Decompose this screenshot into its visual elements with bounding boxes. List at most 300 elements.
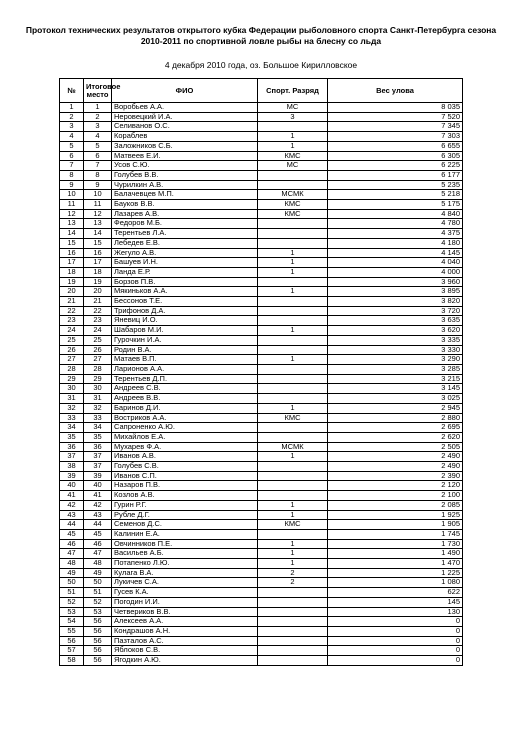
cell-catch-weight: 2 880 [328, 413, 463, 423]
cell-sport-rank [258, 394, 328, 404]
cell-final-place: 11 [84, 200, 112, 210]
cell-catch-weight: 4 000 [328, 267, 463, 277]
cell-catch-weight: 3 145 [328, 384, 463, 394]
cell-catch-weight: 1 470 [328, 559, 463, 569]
cell-number: 40 [60, 481, 84, 491]
cell-number: 25 [60, 335, 84, 345]
cell-number: 14 [60, 229, 84, 239]
cell-sport-rank: КМС [258, 413, 328, 423]
table-row [60, 626, 463, 636]
cell-final-place: 56 [84, 617, 112, 627]
table-row [60, 103, 463, 113]
cell-sport-rank: 2 [258, 568, 328, 578]
cell-number: 21 [60, 297, 84, 307]
table-row [60, 491, 463, 501]
cell-name: Терентьев Д.П. [112, 374, 258, 384]
cell-catch-weight: 1 730 [328, 539, 463, 549]
cell-final-place: 50 [84, 578, 112, 588]
cell-sport-rank: МС [258, 161, 328, 171]
cell-final-place: 56 [84, 636, 112, 646]
cell-final-place: 21 [84, 297, 112, 307]
cell-name: Кулага В.А. [112, 568, 258, 578]
cell-name: Ларионов А.А. [112, 364, 258, 374]
cell-catch-weight: 2 120 [328, 481, 463, 491]
table-row [60, 238, 463, 248]
cell-name: Борзов П.В. [112, 277, 258, 287]
cell-number: 22 [60, 306, 84, 316]
cell-number: 57 [60, 646, 84, 656]
table-row [60, 617, 463, 627]
cell-sport-rank: КМС [258, 200, 328, 210]
header-final-place: Итоговое место [84, 79, 112, 103]
cell-final-place: 30 [84, 384, 112, 394]
cell-catch-weight: 3 960 [328, 277, 463, 287]
cell-number: 29 [60, 374, 84, 384]
table-row [60, 326, 463, 336]
cell-final-place: 52 [84, 597, 112, 607]
cell-catch-weight: 1 745 [328, 529, 463, 539]
header-sport-rank: Спорт. Разряд [258, 79, 328, 103]
cell-catch-weight: 4 180 [328, 238, 463, 248]
cell-final-place: 16 [84, 248, 112, 258]
table-row [60, 432, 463, 442]
cell-name: Семенов Д.С. [112, 520, 258, 530]
cell-name: Четвериков В.В. [112, 607, 258, 617]
cell-name: Потапенко Л.Ю. [112, 559, 258, 569]
cell-catch-weight: 0 [328, 636, 463, 646]
cell-catch-weight: 3 025 [328, 394, 463, 404]
cell-final-place: 32 [84, 403, 112, 413]
cell-final-place: 3 [84, 122, 112, 132]
cell-catch-weight: 1 925 [328, 510, 463, 520]
cell-final-place: 48 [84, 559, 112, 569]
cell-number: 19 [60, 277, 84, 287]
cell-sport-rank [258, 219, 328, 229]
cell-number: 39 [60, 471, 84, 481]
cell-final-place: 9 [84, 180, 112, 190]
cell-final-place: 47 [84, 549, 112, 559]
cell-number: 16 [60, 248, 84, 258]
cell-sport-rank: КМС [258, 209, 328, 219]
cell-sport-rank: 1 [258, 452, 328, 462]
cell-name: Яблоков С.В. [112, 646, 258, 656]
cell-catch-weight: 145 [328, 597, 463, 607]
cell-number: 2 [60, 112, 84, 122]
table-row [60, 200, 463, 210]
cell-number: 10 [60, 190, 84, 200]
cell-name: Трифонов Д.А. [112, 306, 258, 316]
cell-name: Матаев В.П. [112, 355, 258, 365]
cell-sport-rank [258, 364, 328, 374]
cell-sport-rank: КМС [258, 151, 328, 161]
cell-catch-weight: 4 840 [328, 209, 463, 219]
table-row [60, 170, 463, 180]
cell-sport-rank: 1 [258, 500, 328, 510]
cell-final-place: 51 [84, 588, 112, 598]
table-row [60, 364, 463, 374]
cell-number: 30 [60, 384, 84, 394]
cell-name: Неровецкий И.А. [112, 112, 258, 122]
table-row [60, 267, 463, 277]
cell-final-place: 56 [84, 626, 112, 636]
cell-number: 47 [60, 549, 84, 559]
cell-sport-rank [258, 462, 328, 472]
cell-number: 4 [60, 132, 84, 142]
table-row [60, 297, 463, 307]
cell-final-place: 27 [84, 355, 112, 365]
table-row [60, 229, 463, 239]
cell-catch-weight: 8 035 [328, 103, 463, 113]
cell-final-place: 31 [84, 394, 112, 404]
cell-number: 54 [60, 617, 84, 627]
cell-catch-weight: 2 620 [328, 432, 463, 442]
cell-name: Матвеев Е.И. [112, 151, 258, 161]
cell-sport-rank: 1 [258, 248, 328, 258]
cell-sport-rank [258, 423, 328, 433]
cell-catch-weight: 3 285 [328, 364, 463, 374]
cell-sport-rank [258, 432, 328, 442]
cell-number: 34 [60, 423, 84, 433]
cell-number: 13 [60, 219, 84, 229]
cell-sport-rank [258, 491, 328, 501]
cell-number: 58 [60, 656, 84, 666]
table-row [60, 588, 463, 598]
cell-number: 33 [60, 413, 84, 423]
cell-sport-rank: 2 [258, 578, 328, 588]
cell-catch-weight: 6 305 [328, 151, 463, 161]
cell-number: 52 [60, 597, 84, 607]
cell-final-place: 35 [84, 432, 112, 442]
cell-final-place: 6 [84, 151, 112, 161]
cell-number: 24 [60, 326, 84, 336]
cell-final-place: 44 [84, 520, 112, 530]
cell-final-place: 7 [84, 161, 112, 171]
table-row [60, 462, 463, 472]
cell-number: 6 [60, 151, 84, 161]
document-subtitle: 4 декабря 2010 года, оз. Большое Кирилловское [164, 60, 358, 70]
cell-sport-rank: МС [258, 103, 328, 113]
cell-sport-rank: 1 [258, 510, 328, 520]
cell-sport-rank: 3 [258, 112, 328, 122]
cell-final-place: 14 [84, 229, 112, 239]
cell-final-place: 37 [84, 452, 112, 462]
cell-catch-weight: 3 720 [328, 306, 463, 316]
table-row [60, 520, 463, 530]
cell-final-place: 56 [84, 656, 112, 666]
cell-sport-rank [258, 646, 328, 656]
cell-number: 15 [60, 238, 84, 248]
cell-number: 9 [60, 180, 84, 190]
cell-final-place: 18 [84, 267, 112, 277]
cell-number: 28 [60, 364, 84, 374]
cell-name: Гусев К.А. [112, 588, 258, 598]
document-title: Протокол технических результатов открытого кубка Федерации рыболовного спорта Санкт-Петербурга сезона 2010-2011 по спортивной ловле рыбы на блесну со льда [25, 25, 497, 46]
cell-number: 49 [60, 568, 84, 578]
cell-name: Башуев И.Н. [112, 258, 258, 268]
cell-final-place: 20 [84, 287, 112, 297]
cell-catch-weight: 2 100 [328, 491, 463, 501]
cell-name: Васильев А.Б. [112, 549, 258, 559]
table-row [60, 597, 463, 607]
cell-name: Погодин И.И. [112, 597, 258, 607]
cell-number: 17 [60, 258, 84, 268]
cell-name: Яневиц И.О. [112, 316, 258, 326]
cell-catch-weight: 2 490 [328, 462, 463, 472]
cell-number: 56 [60, 636, 84, 646]
cell-number: 50 [60, 578, 84, 588]
cell-catch-weight: 1 490 [328, 549, 463, 559]
cell-final-place: 36 [84, 442, 112, 452]
table-row [60, 161, 463, 171]
table-row [60, 335, 463, 345]
cell-number: 11 [60, 200, 84, 210]
cell-catch-weight: 3 820 [328, 297, 463, 307]
cell-sport-rank: 1 [258, 403, 328, 413]
cell-name: Востриков А.А. [112, 413, 258, 423]
table-row [60, 559, 463, 569]
cell-name: Кораблев [112, 132, 258, 142]
cell-number: 45 [60, 529, 84, 539]
table-row [60, 394, 463, 404]
cell-sport-rank: 1 [258, 258, 328, 268]
cell-catch-weight: 4 145 [328, 248, 463, 258]
cell-final-place: 46 [84, 539, 112, 549]
cell-catch-weight: 2 390 [328, 471, 463, 481]
cell-catch-weight: 2 945 [328, 403, 463, 413]
cell-name: Андреев С.В. [112, 384, 258, 394]
cell-catch-weight: 3 290 [328, 355, 463, 365]
cell-sport-rank [258, 607, 328, 617]
cell-sport-rank: 1 [258, 559, 328, 569]
cell-catch-weight: 3 330 [328, 345, 463, 355]
cell-sport-rank: 1 [258, 355, 328, 365]
cell-name: Селиванов О.С. [112, 122, 258, 132]
cell-final-place: 39 [84, 471, 112, 481]
cell-name: Алексеев А.А. [112, 617, 258, 627]
cell-final-place: 53 [84, 607, 112, 617]
cell-catch-weight: 4 040 [328, 258, 463, 268]
cell-name: Заложников С.Б. [112, 141, 258, 151]
cell-name: Иванов С.П. [112, 471, 258, 481]
table-row [60, 500, 463, 510]
cell-name: Голубев В.В. [112, 170, 258, 180]
cell-number: 7 [60, 161, 84, 171]
cell-name: Ягодкин А.Ю. [112, 656, 258, 666]
table-row [60, 258, 463, 268]
cell-catch-weight: 6 177 [328, 170, 463, 180]
header-catch-weight: Вес улова [328, 79, 463, 103]
cell-sport-rank [258, 529, 328, 539]
cell-final-place: 8 [84, 170, 112, 180]
cell-catch-weight: 3 215 [328, 374, 463, 384]
cell-sport-rank [258, 617, 328, 627]
cell-catch-weight: 1 905 [328, 520, 463, 530]
cell-name: Иванов А.В. [112, 452, 258, 462]
cell-name: Назаров П.В. [112, 481, 258, 491]
header-number: № [60, 79, 84, 103]
cell-final-place: 1 [84, 103, 112, 113]
cell-sport-rank [258, 335, 328, 345]
cell-final-place: 10 [84, 190, 112, 200]
cell-number: 42 [60, 500, 84, 510]
cell-name: Родин В.А. [112, 345, 258, 355]
cell-name: Усов С.Ю. [112, 161, 258, 171]
cell-sport-rank [258, 636, 328, 646]
cell-name: Кондрашов А.Н. [112, 626, 258, 636]
cell-number: 23 [60, 316, 84, 326]
cell-name: Лебедев Е.В. [112, 238, 258, 248]
cell-catch-weight: 7 303 [328, 132, 463, 142]
cell-final-place: 45 [84, 529, 112, 539]
cell-final-place: 28 [84, 364, 112, 374]
cell-final-place: 25 [84, 335, 112, 345]
cell-sport-rank [258, 170, 328, 180]
cell-sport-rank: 1 [258, 539, 328, 549]
cell-number: 20 [60, 287, 84, 297]
cell-sport-rank [258, 597, 328, 607]
cell-catch-weight: 1 080 [328, 578, 463, 588]
cell-catch-weight: 2 695 [328, 423, 463, 433]
cell-sport-rank [258, 626, 328, 636]
cell-number: 26 [60, 345, 84, 355]
cell-sport-rank: МСМК [258, 442, 328, 452]
cell-final-place: 5 [84, 141, 112, 151]
cell-catch-weight: 5 175 [328, 200, 463, 210]
cell-catch-weight: 130 [328, 607, 463, 617]
cell-number: 5 [60, 141, 84, 151]
cell-final-place: 29 [84, 374, 112, 384]
table-row [60, 132, 463, 142]
cell-final-place: 26 [84, 345, 112, 355]
cell-sport-rank [258, 238, 328, 248]
cell-final-place: 33 [84, 413, 112, 423]
cell-sport-rank [258, 384, 328, 394]
cell-final-place: 2 [84, 112, 112, 122]
cell-catch-weight: 4 375 [328, 229, 463, 239]
cell-final-place: 13 [84, 219, 112, 229]
cell-number: 27 [60, 355, 84, 365]
cell-catch-weight: 6 655 [328, 141, 463, 151]
cell-catch-weight: 3 620 [328, 326, 463, 336]
cell-final-place: 23 [84, 316, 112, 326]
table-body [60, 103, 463, 666]
cell-sport-rank: МСМК [258, 190, 328, 200]
cell-name: Чурилкин А.В. [112, 180, 258, 190]
cell-number: 41 [60, 491, 84, 501]
cell-number: 43 [60, 510, 84, 520]
cell-number: 1 [60, 103, 84, 113]
cell-catch-weight: 2 490 [328, 452, 463, 462]
table-row [60, 423, 463, 433]
cell-number: 12 [60, 209, 84, 219]
cell-catch-weight: 3 895 [328, 287, 463, 297]
cell-name: Ланда Е.Р. [112, 267, 258, 277]
cell-final-place: 40 [84, 481, 112, 491]
cell-catch-weight: 3 335 [328, 335, 463, 345]
cell-sport-rank: 1 [258, 132, 328, 142]
cell-name: Бессонов Т.Е. [112, 297, 258, 307]
cell-sport-rank [258, 229, 328, 239]
table-row [60, 403, 463, 413]
cell-number: 55 [60, 626, 84, 636]
cell-name: Баринов Д.И. [112, 403, 258, 413]
cell-sport-rank [258, 588, 328, 598]
cell-catch-weight: 7 345 [328, 122, 463, 132]
table-header-row [60, 79, 463, 103]
cell-sport-rank [258, 471, 328, 481]
cell-name: Рубле Д.Г. [112, 510, 258, 520]
cell-sport-rank [258, 656, 328, 666]
cell-sport-rank: 1 [258, 267, 328, 277]
cell-name: Балачевцев М.П. [112, 190, 258, 200]
cell-catch-weight: 5 235 [328, 180, 463, 190]
cell-name: Калинин Е.А. [112, 529, 258, 539]
cell-catch-weight: 6 225 [328, 161, 463, 171]
cell-catch-weight: 4 780 [328, 219, 463, 229]
cell-number: 48 [60, 559, 84, 569]
cell-final-place: 15 [84, 238, 112, 248]
cell-final-place: 37 [84, 462, 112, 472]
table-row [60, 529, 463, 539]
cell-final-place: 24 [84, 326, 112, 336]
cell-final-place: 49 [84, 568, 112, 578]
cell-name: Андреев В.В. [112, 394, 258, 404]
cell-catch-weight: 1 225 [328, 568, 463, 578]
cell-number: 53 [60, 607, 84, 617]
cell-name: Лукичев С.А. [112, 578, 258, 588]
cell-final-place: 19 [84, 277, 112, 287]
cell-number: 46 [60, 539, 84, 549]
cell-sport-rank: 1 [258, 287, 328, 297]
cell-name: Мухарев Ф.А. [112, 442, 258, 452]
cell-final-place: 42 [84, 500, 112, 510]
cell-final-place: 17 [84, 258, 112, 268]
cell-sport-rank: 1 [258, 141, 328, 151]
cell-number: 3 [60, 122, 84, 132]
table-row [60, 141, 463, 151]
cell-name: Жегуло А.В. [112, 248, 258, 258]
cell-number: 31 [60, 394, 84, 404]
cell-catch-weight: 0 [328, 656, 463, 666]
cell-catch-weight: 2 085 [328, 500, 463, 510]
cell-catch-weight: 0 [328, 626, 463, 636]
cell-catch-weight: 0 [328, 646, 463, 656]
cell-name: Шабаров М.И. [112, 326, 258, 336]
cell-sport-rank [258, 481, 328, 491]
cell-final-place: 41 [84, 491, 112, 501]
cell-sport-rank [258, 306, 328, 316]
cell-name: Федоров М.Б. [112, 219, 258, 229]
cell-name: Терентьев Л.А. [112, 229, 258, 239]
cell-catch-weight: 3 635 [328, 316, 463, 326]
cell-catch-weight: 5 218 [328, 190, 463, 200]
cell-sport-rank: КМС [258, 520, 328, 530]
cell-final-place: 43 [84, 510, 112, 520]
cell-final-place: 34 [84, 423, 112, 433]
cell-sport-rank [258, 374, 328, 384]
cell-name: Лазарев А.В. [112, 209, 258, 219]
cell-catch-weight: 2 505 [328, 442, 463, 452]
cell-name: Овчинников П.Е. [112, 539, 258, 549]
cell-sport-rank: 1 [258, 549, 328, 559]
table-row [60, 656, 463, 666]
cell-name: Воробьев А.А. [112, 103, 258, 113]
cell-final-place: 56 [84, 646, 112, 656]
cell-number: 51 [60, 588, 84, 598]
cell-name: Пазталов А.С. [112, 636, 258, 646]
cell-final-place: 12 [84, 209, 112, 219]
cell-name: Бауков В.В. [112, 200, 258, 210]
